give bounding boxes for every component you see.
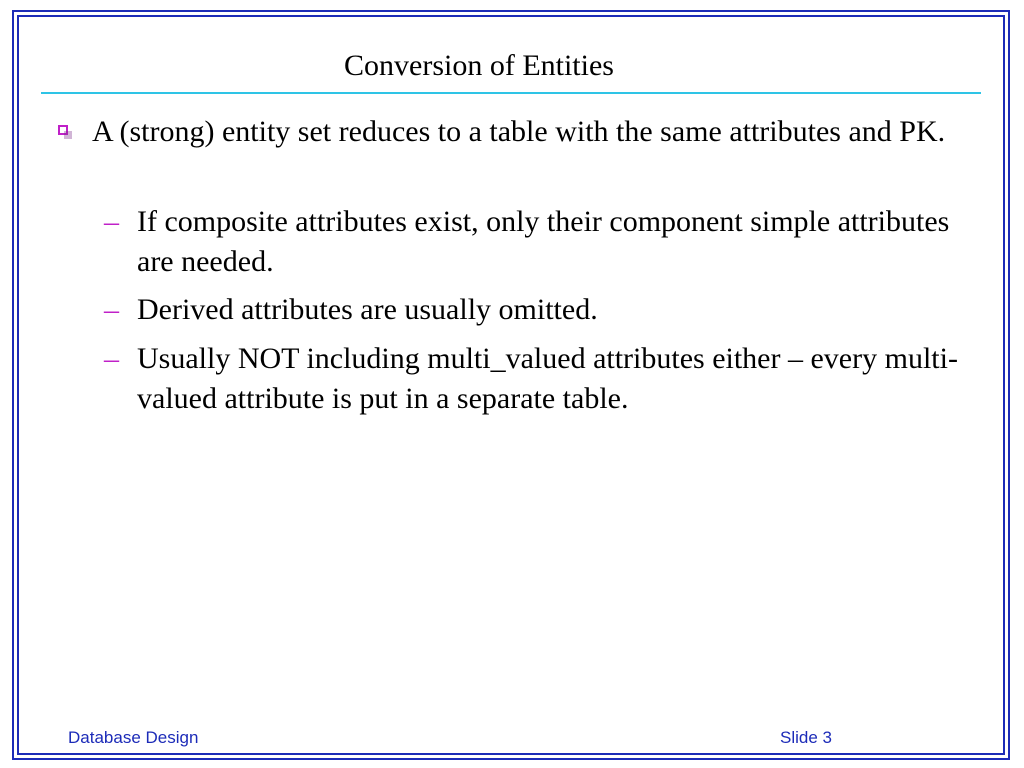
- title-divider: [41, 92, 981, 94]
- dash-bullet-icon: –: [104, 342, 119, 375]
- main-bullet-text: A (strong) entity set reduces to a table with the same attributes and PK.: [92, 115, 946, 148]
- footer-slide-number: Slide 3: [780, 728, 832, 747]
- dash-bullet-icon: –: [104, 205, 119, 238]
- square-bullet-icon: [58, 125, 68, 135]
- sub-bullet-1: If composite attributes exist, only their component simple attributes are needed.: [137, 205, 950, 278]
- dash-bullet-icon: –: [104, 293, 119, 326]
- sub-bullet-2: Derived attributes are usually omitted.: [137, 293, 598, 326]
- sub-bullet-3: Usually NOT including multi_valued attributes either – every multi-valued attribute is put in a separate table.: [137, 342, 958, 415]
- slide-title: Conversion of Entities: [344, 49, 614, 82]
- footer-course-title: Database Design: [68, 728, 199, 747]
